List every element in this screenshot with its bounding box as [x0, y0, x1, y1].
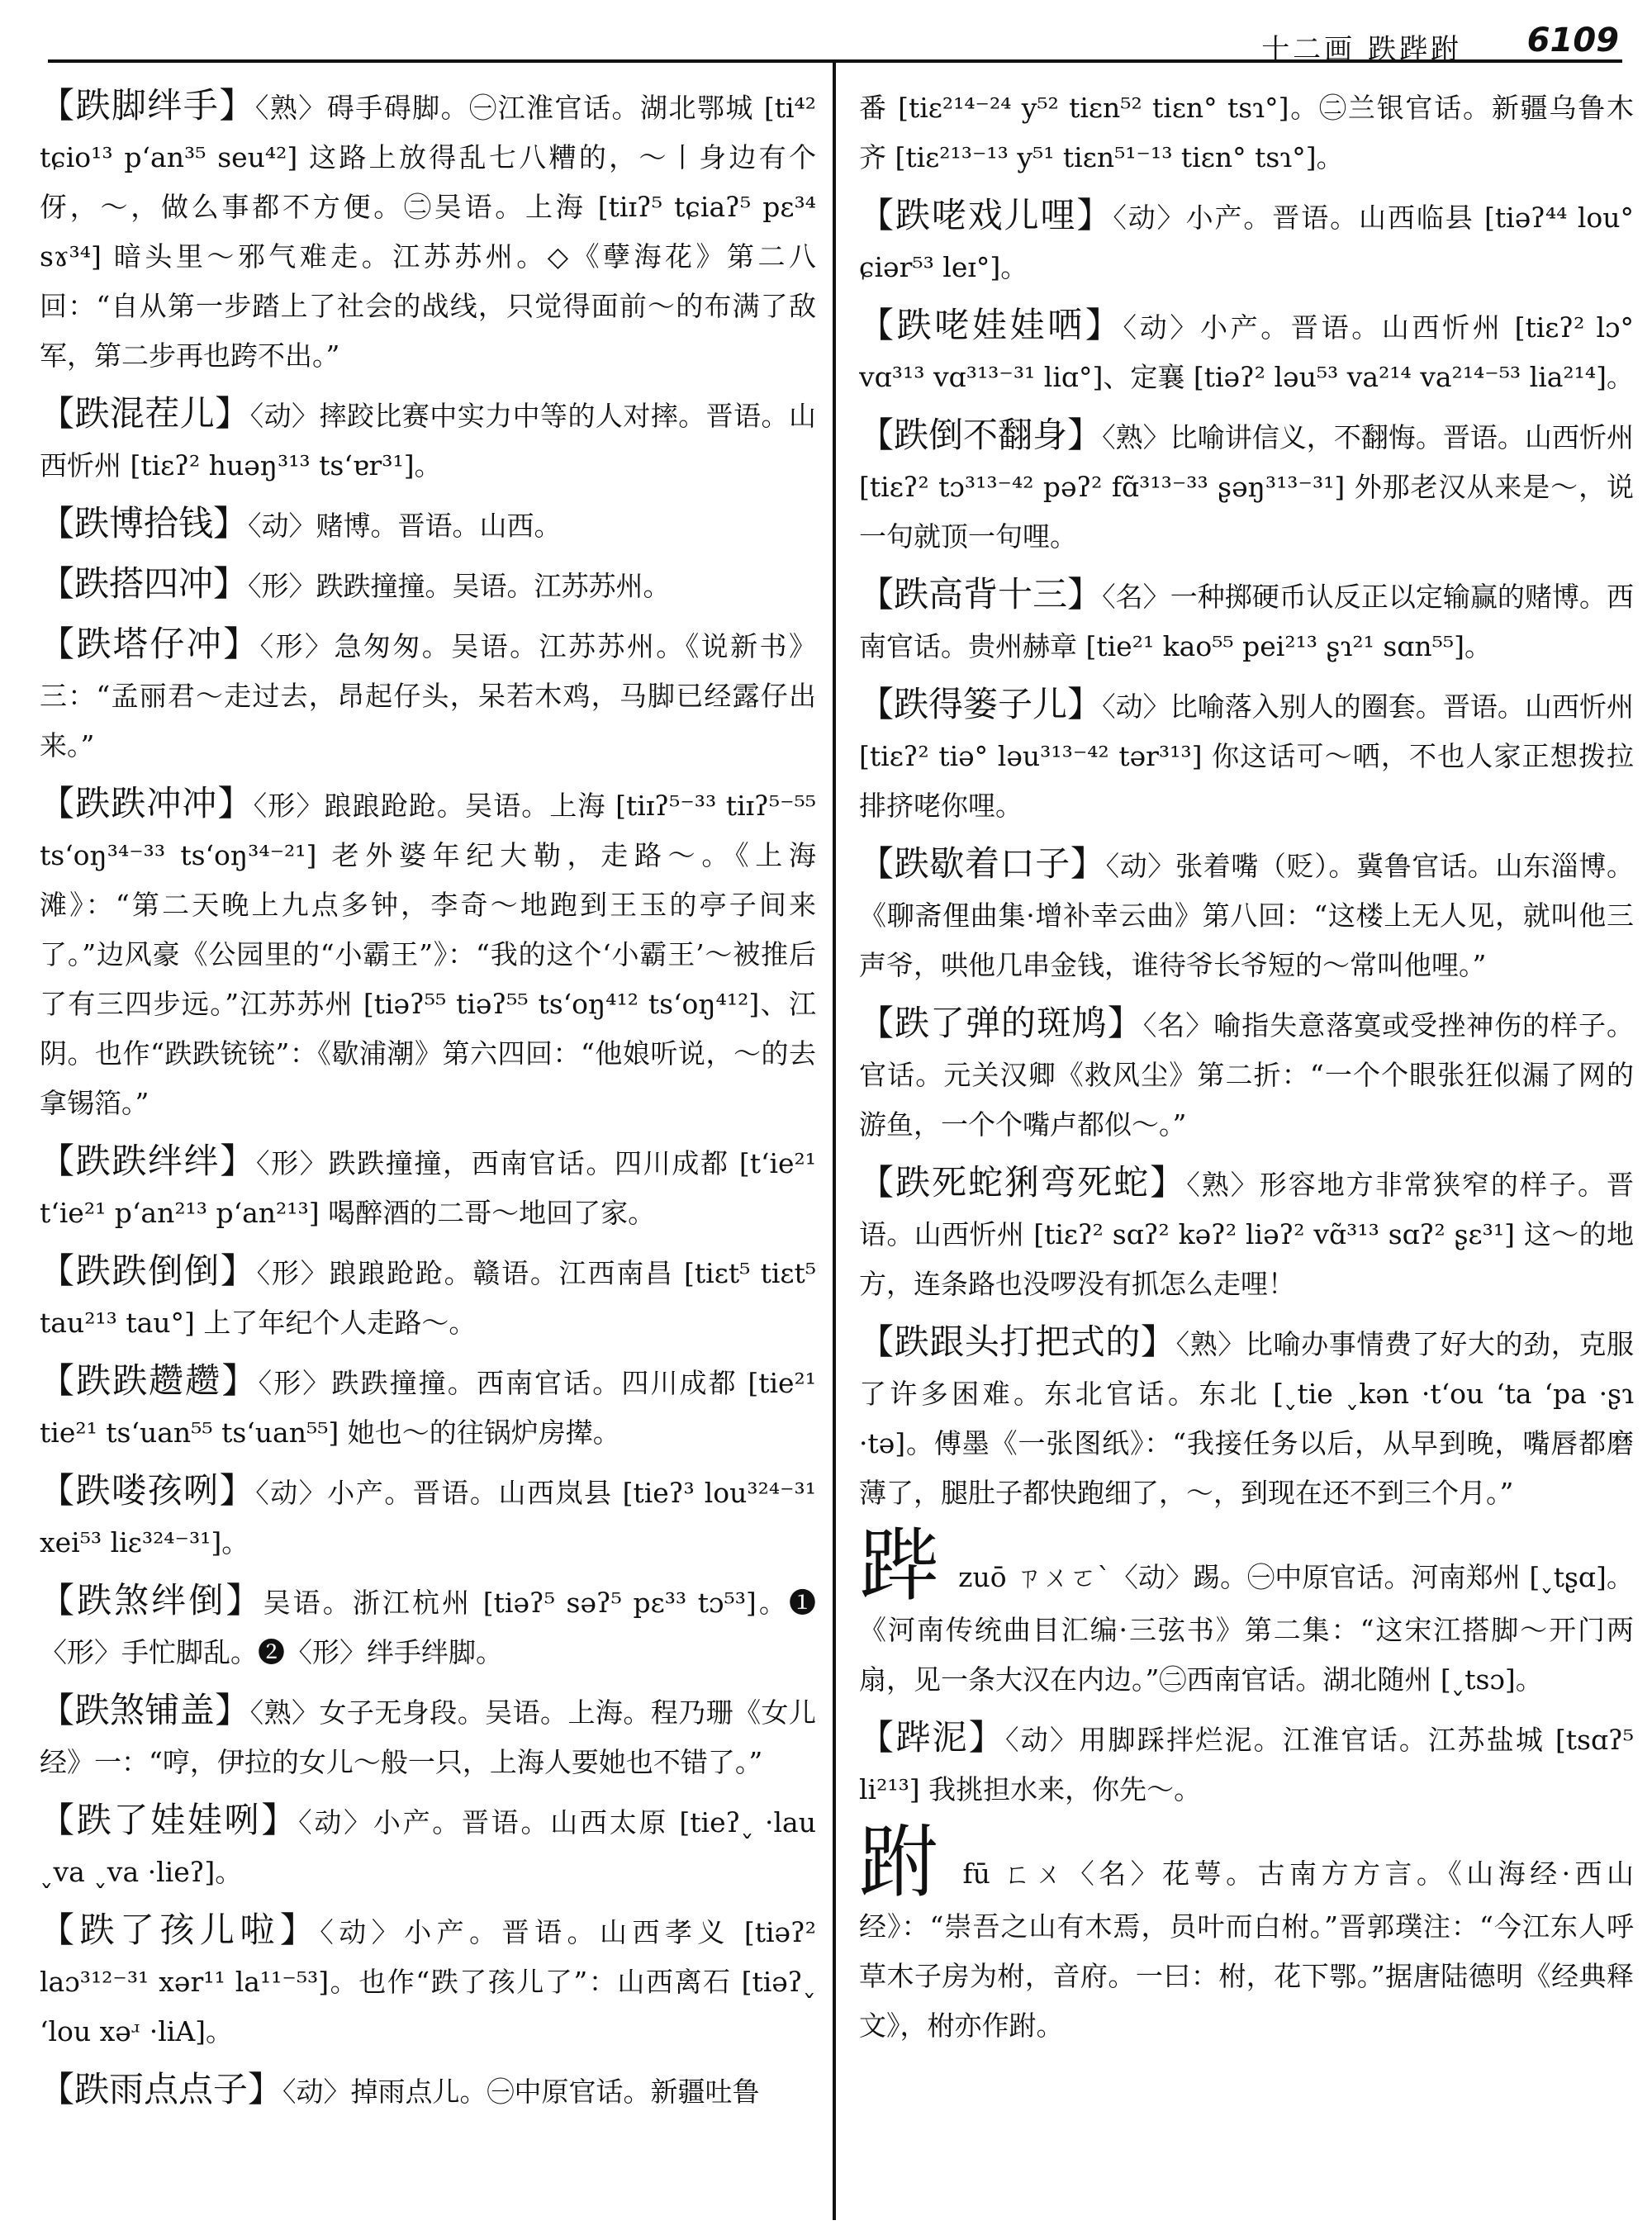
- entry-body: 〈熟〉比喻讲信义，不翻悔。晋语。山西忻州 [tiɛʔ² tɔ³¹³⁻⁴² pəʔ² fɑ̃³¹³⁻³³ ʂəŋ³¹³⁻³¹] 外那老汉从来是～，说一句就顶一句哩。: [859, 421, 1634, 553]
- dictionary-entry: [859, 1713, 1634, 1815]
- entry-headword: 【跌搭四冲】: [40, 563, 249, 604]
- entry-body: fū ㄈㄨ〈名〉花萼。古南方方言。《山海经·西山经》：“崇吾之山有木焉，员叶而白柎。”晋郭璞注：“今江东人呼草木子房为柎，音府。一曰：柎，花下鄂。”据唐陆德明《经典释文》，柎亦作跗。: [859, 1858, 1634, 2042]
- entry-headword: 【跌歇着口子】: [859, 843, 1106, 884]
- dictionary-entry: [40, 81, 816, 381]
- dictionary-entry: [859, 570, 1634, 671]
- entry-body: 〈名〉一种掷硬币认反正以定输赢的赌博。西南官话。贵州赫章 [tie²¹ kao⁵⁵ pei²¹³ ʂɿ²¹ sɑn⁵⁵]。: [859, 581, 1634, 662]
- dictionary-entry: [40, 1246, 816, 1348]
- entry-headword: 【跸泥】: [859, 1717, 1005, 1758]
- dictionary-entry: [859, 680, 1634, 831]
- entry-body: 〈动〉摔跤比赛中实力中等的人对摔。晋语。山西忻州 [tiɛʔ² huəŋ³¹³ tsʻɐr³¹]。: [40, 400, 816, 482]
- dictionary-entry-continued: [859, 81, 1634, 183]
- page-header: [0, 18, 1652, 66]
- entry-body: 〈动〉比喻落入别人的圈套。晋语。山西忻州 [tiɛʔ² tiə° ləu³¹³⁻⁴² tər³¹³] 你这话可～哂，不也人家正想拨拉排挤咾你哩。: [859, 690, 1634, 822]
- dictionary-entry: [40, 389, 816, 491]
- entry-body: 〈动〉小产。晋语。山西临县 [tiəʔ⁴⁴ lou° ɕiər⁵³ leɪ°]。: [859, 202, 1634, 283]
- entry-body: zuō ㄗㄨㄛˋ〈动〉踢。㊀中原官话。河南郑州 [˯tʂɑ]。《河南传统曲目汇编·三弦书》第二集：“这宋江搭脚～开门两扇，见一条大汉在内边。”㊁西南官话。湖北随州 [˯tsɔ]。: [859, 1561, 1634, 1696]
- entry-headword: 【跌跌冲冲】: [40, 783, 254, 823]
- left-column: [40, 81, 816, 2230]
- entry-headword: 【跌倒不翻身】: [859, 415, 1103, 455]
- dictionary-entry: [40, 499, 816, 551]
- entry-body: 〈形〉跌跌撞撞。吴语。江苏苏州。: [248, 570, 671, 602]
- entry-body: 〈熟〉比喻办事情费了好大的劲，克服了许多困难。东北官话。东北 [˯tie ˯kən ·tʻou ʻta ʻpa ·ʂɿ ·tə]。傅墨《一张图纸》：“我接任务以后，从早到晚，嘴唇都磨薄了，腿肚子都快跑细了，～，到现在还不到三个月。”: [859, 1328, 1634, 1509]
- character-entry: [859, 1816, 1634, 2051]
- dictionary-entry: [40, 779, 816, 1128]
- entry-headword: 【跌喽孩咧】: [40, 1470, 256, 1511]
- entry-body: 〈熟〉碍手碍脚。㊀江淮官话。湖北鄂城 [ti⁴² tɕio¹³ pʻan³⁵ seu⁴²] 这路上放得乱七八糟的，～丨身边有个伢，～，做么事都不方便。㊁吴语。上海 [tiɪʔ⁵ tɕiaʔ⁵ pɛ³⁴ sɤ³⁴] 暗头里～邪气难走。江苏苏州。◇《孽海花》第二八回：“自从第一步踏上了社会的战线，只觉得面前～的布满了敌军，第二步再也跨不出。”: [40, 92, 816, 372]
- character-headword: 跗: [859, 1816, 943, 1909]
- entry-headword: 【跌脚绊手】: [40, 85, 255, 126]
- dictionary-entry: [40, 1796, 816, 1897]
- entry-headword: 【跌了娃娃咧】: [40, 1800, 299, 1840]
- dictionary-entry: [859, 191, 1634, 292]
- entry-body: 番 [tiɛ²¹⁴⁻²⁴ y⁵² tiɛn⁵² tiɛn° tsɿ°]。㊁兰银官话。新疆乌鲁木齐 [tiɛ²¹³⁻¹³ y⁵¹ tiɛn⁵¹⁻¹³ tiɛn° tsɿ°]。: [859, 92, 1634, 173]
- entry-body: 〈动〉小产。晋语。山西太原 [tieʔ˯ ·lau ˯va ˯va ·lieʔ]。: [40, 1806, 816, 1888]
- right-column: [859, 81, 1634, 2230]
- entry-headword: 【跌跌倒倒】: [40, 1250, 257, 1291]
- dictionary-entry: [40, 1136, 816, 1238]
- entry-body: 〈动〉用脚踩拌烂泥。江淮官话。江苏盐城 [tsɑʔ⁵ li²¹³] 我挑担水来，你先～。: [859, 1724, 1634, 1805]
- entry-headword: 【跌得篓子儿】: [859, 684, 1103, 724]
- dictionary-entry: [40, 1686, 816, 1787]
- column-divider: [833, 63, 836, 2220]
- entry-body: 〈动〉张着嘴（贬）。冀鲁官话。山东淄博。《聊斋俚曲集·增补幸云曲》第八回：“这楼上无人见，就叫他三声爷，哄他几串金钱，谁待爷长爷短的～常叫他哩。”: [859, 850, 1634, 981]
- entry-headword: 【跌跌绊绊】: [40, 1141, 256, 1181]
- entry-body: 〈动〉小产。晋语。山西岚县 [tieʔ³ lou³²⁴⁻³¹ xei⁵³ liɛ³²⁴⁻³¹]。: [40, 1477, 816, 1559]
- entry-headword: 【跌混茬儿】: [40, 393, 250, 434]
- dictionary-entry: [40, 1466, 816, 1568]
- entry-body: 〈动〉小产。晋语。山西忻州 [tiɛʔ² lɔ° vɑ³¹³ vɑ³¹³⁻³¹ liɑ°]、定襄 [tiəʔ² ləu⁵³ va²¹⁴ va²¹⁴⁻⁵³ lia²¹⁴]。: [859, 311, 1634, 393]
- entry-headword: 【跌塔仔冲】: [40, 624, 260, 664]
- dictionary-entry: [859, 839, 1634, 990]
- entry-headword: 【跌咾娃娃哂】: [859, 305, 1123, 345]
- dictionary-entry: [859, 301, 1634, 402]
- entry-body: 〈熟〉形容地方非常狭窄的样子。晋语。山西忻州 [tiɛʔ² sɑʔ² kəʔ² liəʔ² vɑ̃³¹³ sɑʔ² ʂɛ³¹] 这～的地方，连条路也没啰没有抓怎么走哩！: [859, 1169, 1634, 1300]
- entry-headword: 【跌雨点点子】: [40, 2069, 283, 2109]
- entry-body: 吴语。浙江杭州 [tiəʔ⁵ səʔ⁵ pɛ³³ tɔ⁵³]。❶〈形〉手忙脚乱。❷〈形〉绊手绊脚。: [40, 1587, 816, 1668]
- entry-headword: 【跌跌趱趱】: [40, 1360, 259, 1401]
- dictionary-entry: [40, 1576, 816, 1677]
- page-number: 6109: [1526, 21, 1619, 59]
- dictionary-entry: [40, 1905, 816, 2057]
- dictionary-entry: [859, 1317, 1634, 1518]
- character-entry: [859, 1520, 1634, 1705]
- entry-body: 〈形〉跌跌撞撞。西南官话。四川成都 [tie²¹ tie²¹ tsʻuan⁵⁵ tsʻuan⁵⁵] 她也～的往锅炉房撵。: [40, 1367, 816, 1449]
- entry-headword: 【跌跟头打把式的】: [859, 1321, 1176, 1362]
- entry-headword: 【跌了弹的斑鸠】: [859, 1003, 1143, 1043]
- character-headword: 跸: [859, 1520, 939, 1612]
- entry-body: 〈名〉喻指失意落寞或受挫神伤的样子。官话。元关汉卿《救风尘》第二折：“一个个眼张狂似漏了网的游鱼，一个个嘴卢都似～。”: [859, 1009, 1634, 1141]
- dictionary-entry: [40, 619, 816, 771]
- dictionary-entry: [859, 410, 1634, 562]
- dictionary-entry: [40, 559, 816, 611]
- entry-headword: 【跌咾戏儿哩】: [859, 195, 1113, 235]
- entry-headword: 【跌煞铺盖】: [40, 1690, 250, 1730]
- entry-headword: 【跌死蛇猁弯死蛇】: [859, 1162, 1187, 1203]
- entry-body: 〈动〉掉雨点儿。㊀中原官话。新疆吐鲁: [282, 2076, 760, 2108]
- dictionary-entry: [40, 1356, 816, 1458]
- dictionary-entry: [859, 999, 1634, 1150]
- entry-headword: 【跌了孩儿啦】: [40, 1910, 320, 1950]
- entry-body: 〈形〉踉踉跄跄。赣语。江西南昌 [tiɛt⁵ tiɛt⁵ tau²¹³ tau°] 上了年纪个人走路～。: [40, 1257, 816, 1339]
- entry-body: 〈动〉小产。晋语。山西孝义 [tiəʔ² laɔ³¹²⁻³¹ xər¹¹ la¹¹⁻⁵³]。也作“跌了孩儿了”：山西离石 [tiəʔ˯ ʻlou xəʴ ·liA]。: [40, 1916, 816, 2047]
- entry-body: 〈熟〉女子无身段。吴语。上海。程乃珊《女儿经》一：“哼，伊拉的女儿～般一只，上海人要她也不错了。”: [40, 1696, 816, 1778]
- entry-body: 〈形〉踉踉跄跄。吴语。上海 [tiɪʔ⁵⁻³³ tiɪʔ⁵⁻⁵⁵ tsʻoŋ³⁴⁻³³ tsʻoŋ³⁴⁻²¹] 老外婆年纪大勒，走路～。《上海滩》：“第二天晚上九点多钟，李奇～地跑到王玉的亭子间来了。”边风豪《公园里的“小霸王”》：“我的这个‘小霸王’～被推后了有三四步远。”江苏苏州 [tiəʔ⁵⁵ tiəʔ⁵⁵ tsʻoŋ⁴¹² tsʻoŋ⁴¹²]、江阴。也作“跌跌铳铳”：《歇浦潮》第六四回：“他娘听说，～的去拿锡箔。”: [40, 790, 816, 1119]
- entry-headword: 【跌博拾钱】: [40, 503, 249, 543]
- entry-body: 〈动〉赌博。晋语。山西。: [248, 510, 562, 542]
- dictionary-entry: [859, 1158, 1634, 1309]
- entry-headword: 【跌高背十三】: [859, 574, 1103, 614]
- entry-headword: 【跌煞绊倒】: [40, 1580, 263, 1620]
- entry-body: 〈形〉急匆匆。吴语。江苏苏州。《说新书》三：“孟丽君～走过去，昂起仔头，呆若木鸡，马脚已经露仔出来。”: [40, 630, 816, 762]
- entry-body: 〈形〉跌跌撞撞，西南官话。四川成都 [tʻie²¹ tʻie²¹ pʻan²¹³ pʻan²¹³] 喝醉酒的二哥～地回了家。: [40, 1147, 816, 1229]
- header-label: 十二画 跌跸跗: [1261, 33, 1462, 66]
- dictionary-entry: [40, 2065, 816, 2117]
